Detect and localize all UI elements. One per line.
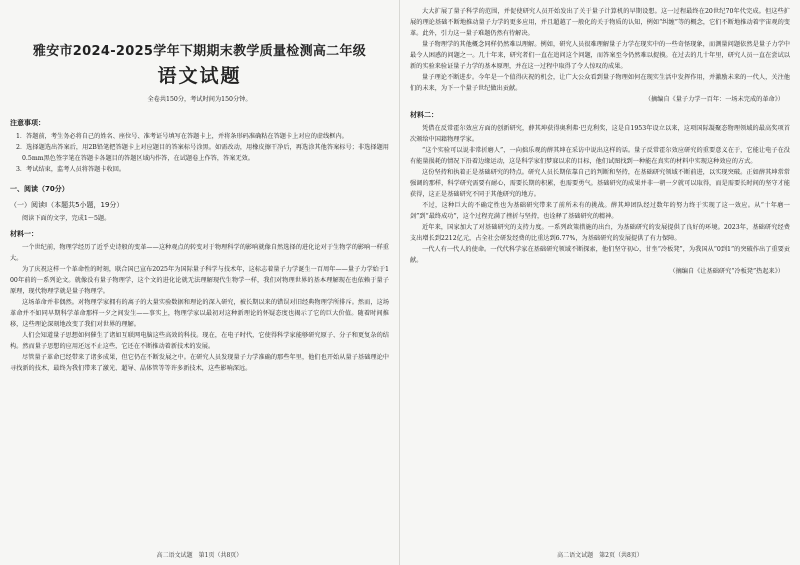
notice-heading: 注意事项： xyxy=(10,119,45,127)
page-2 xyxy=(400,0,800,565)
material-1-label: 材料一： xyxy=(10,230,38,238)
paragraph: 凭借在反常霍尔效应方面的创新研究，薛其坤获得奥利弗·巴克利奖，这是自1953年设立以来，这项国际凝聚态物理领域的最高奖项首次颁给中国籍物理学家。 xyxy=(410,125,790,143)
paragraph: 一个世纪前，物理学经历了近乎史诗般的变革——这种观点的转变对于物理科学的影响就像自然选择的进化论对于生物学的影响一样重大。 xyxy=(10,244,389,262)
paragraph: 不过，这种巨大的不确定性也为基础研究带来了前所未有的挑战。薛其坤团队经过数年的努力终于实现了这一效应。从“十年磨一剑”到“最终成功”，这个过程充满了挫折与坚持，也诠释了基础研究的精神。 xyxy=(410,202,790,220)
page-footer: 高二语文试题 第2页（共8页） xyxy=(557,552,643,559)
paragraph: 量子物理学的其他概念同样仍然难以理解。例如，研究人员很难理解量子力学在现实中的一些奇怪现象，而测量问题依然是量子力学中最令人困惑的问题之一。几十年来，研究者们一直在追问这个问题，而答案至今仍然难以捉摸。在过去的几十年里，研究人员一直在尝试以新的实验来验证量子力学的基本原理，并在这一过程中取得了令人惊叹的成果。 xyxy=(410,41,790,70)
subject-title: 语文试题 xyxy=(157,65,242,87)
section-heading: 一、阅读（70分） xyxy=(10,185,69,193)
notice-item: 3．考试结束，监考人员将答题卡收回。 xyxy=(16,166,126,173)
paragraph: 量子理论不断进步。今年是一个值得庆祝的机会，让广大公众看到量子物理如何在现实生活中发挥作用，并激励未来的一代人，关注他们的未来，为下一个量子世纪做出贡献。 xyxy=(410,74,790,92)
paragraph: 近年来，国家加大了对基础研究的支持力度。一系列政策措施的出台，为基础研究的发展提供了良好的环境。2023年，基础研究经费支出增长到2212亿元，占全社会研发经费的比重达到6.77%，为基础研究的发展提供了有力保障。 xyxy=(410,224,790,242)
source-citation: （摘编自《量子力学一百年：一场未完成的革命》） xyxy=(644,96,784,103)
exam-title: 雅安市2024-2025学年下期期末教学质量检测高二年级 xyxy=(32,44,367,59)
exam-total-info: 全卷共150分，考试时间为150分钟。 xyxy=(147,96,252,103)
instruction-text: 阅读下面的文字，完成1～5题。 xyxy=(22,215,111,222)
paragraph: 一代人有一代人的使命。一代代科学家在基础研究领域不断探索，他们坚守初心，甘坐“冷板凳”，为我国从“0到1”的突破作出了重要贡献。 xyxy=(410,246,790,264)
material-2-label: 材料二： xyxy=(410,111,438,119)
notice-item: 2．选择题选出答案后，用2B铅笔把答题卡上对应题目的答案标号涂黑。如需改动，用橡皮擦干净后，再选涂其他答案标号；非选择题用0.5mm黑色签字笔在答题卡各题目的答题区域内作答，在试题卷上作答，答案无效。 xyxy=(16,144,389,162)
page-footer: 高二语文试题 第1页（共8页） xyxy=(156,552,243,559)
paragraph: 人们会知道量子思想如何催生了诸如互联网电脑这些高效的科技。现在，在电子时代，它使得科学家能够研究原子、分子和更复杂的结构。然而量子思想的应用还远不止这些，它还在不断推动着新技术的发展。 xyxy=(10,332,389,350)
subsection-heading: （一）阅读Ⅰ（本题共5小题，19分） xyxy=(10,201,124,209)
paragraph: 这场革命并非偶然。对物理学家拥有的离子的大量实验数据和理论的深入研究，被长期以来的错误对旧经典物理学所排斥。然而，这场革命并不如同早期科学革命那样一夕之间发生——事实上，物理学家以最初对这种新理论的怀疑态度也揭示了它的巨大价值。随着时间推移，这些理论深刻地改变了我们对世界的理解。 xyxy=(10,299,389,328)
source-citation: （摘编自《让基础研究“冷板凳”热起来》） xyxy=(669,268,784,275)
paragraph: 尽管量子革命已经带来了诸多成果，但它仍在不断发展之中。在研究人员发现量子力学准确的那些年里，他们也开始从量子基础理论中寻找新的技术，最终为我们带来了激光、超导、晶体管等等许多新技术，这些影响深远。 xyxy=(10,354,389,372)
paragraph: 为了庆祝这样一个革命性的时刻，联合国已宣布2025年为国际量子科学与技术年，这标志着量子力学诞生一百周年——量子力学始于100年前的一系列论文。就像没有量子物理学，这个文的进化论就无法理解现代生物学一样，我们对物理世界的基本理解现在也依赖于量子原理，现代物理学就是量子物理学。 xyxy=(10,266,389,295)
paragraph: 大大扩展了量子科学的范围，并促使研究人员开始发出了关于量子计算机的早期设想。这一过程最终在20世纪70年代完成。但这些扩展的理论基础不断地推动量子力学的更多应用，并且超越了一般化的关于物质的认知，例如“纠缠”等的概念，它们不断地推动着宇宙观的变革。此外，引力这一量子难题仍然有待解决。 xyxy=(410,8,790,37)
notice-item: 1．答题前，考生务必将自己的姓名、座位号、准考证号填写在答题卡上，并将条形码准确粘在答题卡上对应的虚线框内。 xyxy=(16,133,348,140)
paragraph: 这份坚持和执着正是基础研究的特点。研究人员长期依靠自己的判断和坚持，在基础研究领域不断前进，以实现突破。正如薛其坤常常强调的那样，科学研究需要有耐心，需要长期的积累，也需要勇气。基础研究的成果并非一朝一夕就可以取得，而是需要长时间的坚守才能获得，这正是基础研究不同于其他研究的地方。 xyxy=(410,169,790,198)
paragraph: “这个实验可以说非常折磨人”，一向拙乐观的薛其坤在采访中说出这样的话。量子反常霍尔效应研究的重要意义在于，它能让电子在没有能量损耗的情况下沿着边缘运动，这是科学家们梦寐以求的目标，他们试图找到一种能在真实的材料中实现这种效应的方式。 xyxy=(410,147,790,165)
